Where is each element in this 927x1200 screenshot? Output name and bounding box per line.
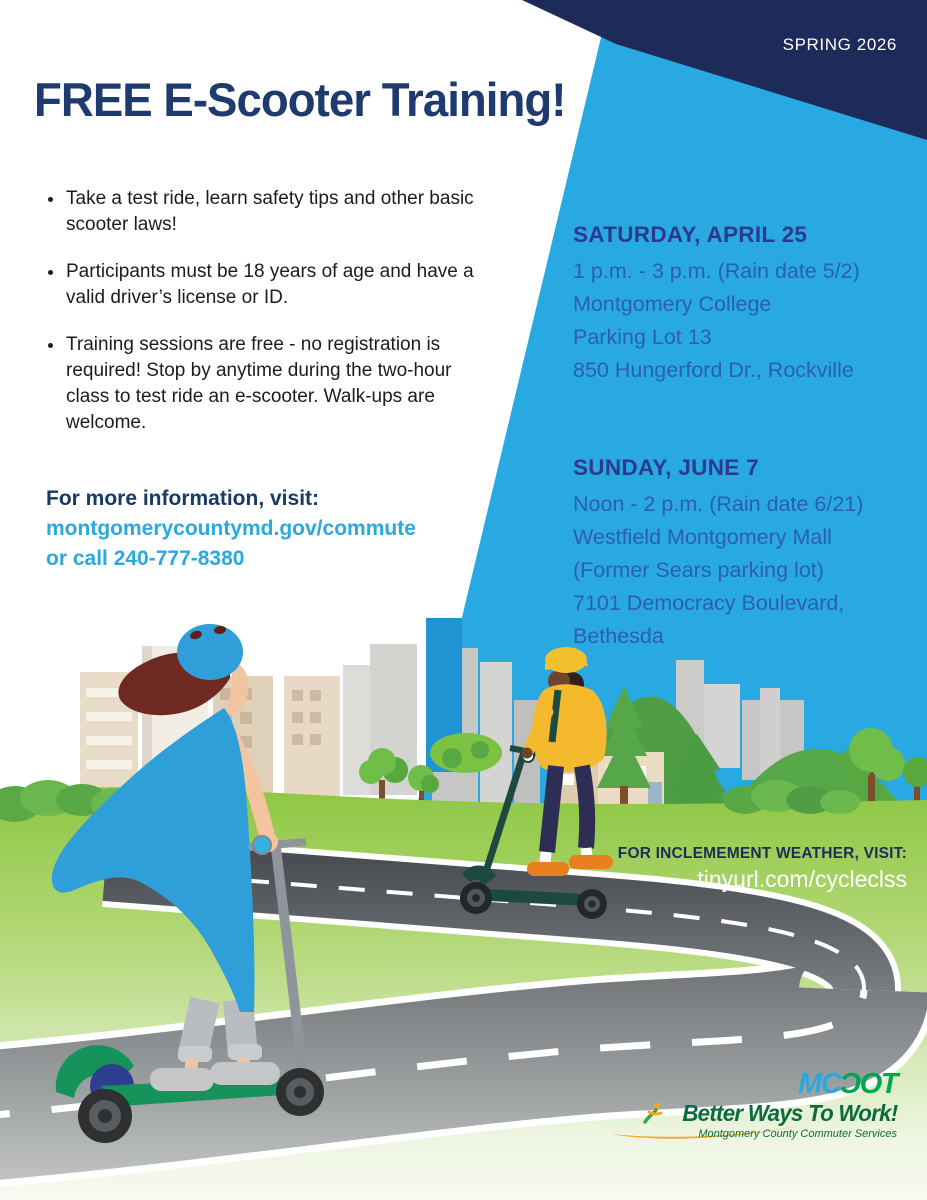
phone-link[interactable]: or call 240-777-8380 xyxy=(46,547,245,570)
event-line: 7101 Democracy Boulevard, xyxy=(573,591,845,615)
event-heading: SUNDAY, JUNE 7 xyxy=(573,455,759,480)
better-ways-logo xyxy=(617,1100,897,1140)
event-line: Parking Lot 13 xyxy=(573,325,712,349)
bullet-item: Participants must be 18 years of age and have a valid driver’s license or ID. xyxy=(46,259,498,311)
weather-block xyxy=(618,845,907,893)
mcdot-logo xyxy=(798,1068,897,1101)
better-ways-text: Better Ways To Work! xyxy=(681,1100,897,1126)
event-sunday xyxy=(573,455,923,653)
event-line: Bethesda xyxy=(573,624,664,648)
more-info-block xyxy=(46,484,416,574)
mcdot-logo-dot: ƆOT xyxy=(840,1068,897,1100)
event-heading: SATURDAY, APRIL 25 xyxy=(573,222,808,247)
event-line: Montgomery College xyxy=(573,292,772,316)
bullet-item: Take a test ride, learn safety tips and other basic scooter laws! xyxy=(46,186,498,238)
event-line: Westfield Montgomery Mall xyxy=(573,525,832,549)
event-saturday xyxy=(573,222,923,387)
event-line: (Former Sears parking lot) xyxy=(573,558,824,582)
event-line: 850 Hungerford Dr., Rockville xyxy=(573,358,854,382)
bullet-item: Training sessions are free - no registration is required! Stop by anytime during the two-hour class to test ride an e-scooter. Walk-ups are welcome. xyxy=(46,332,498,436)
bullet-dot xyxy=(48,270,53,275)
weather-link[interactable]: tinyurl.com/cycleclss xyxy=(697,866,907,892)
more-info-heading: For more information, visit: xyxy=(46,487,320,510)
bullet-dot xyxy=(48,343,53,348)
page-title: FREE E-Scooter Training! xyxy=(34,73,566,126)
better-ways-tagline: Montgomery County Commuter Services xyxy=(698,1128,897,1140)
event-line: 1 p.m. - 3 p.m. (Rain date 5/2) xyxy=(573,259,860,283)
commute-link[interactable]: montgomerycountymd.gov/commute xyxy=(46,517,416,540)
mcdot-logo-mc: MC xyxy=(798,1068,841,1100)
bullet-dot xyxy=(48,197,53,202)
event-line: Noon - 2 p.m. (Rain date 6/21) xyxy=(573,492,864,516)
bullet-list xyxy=(46,186,498,457)
weather-label: FOR INCLEMEMENT WEATHER, VISIT: xyxy=(617,845,907,862)
spring-label: SPRING 2026 xyxy=(782,35,897,54)
